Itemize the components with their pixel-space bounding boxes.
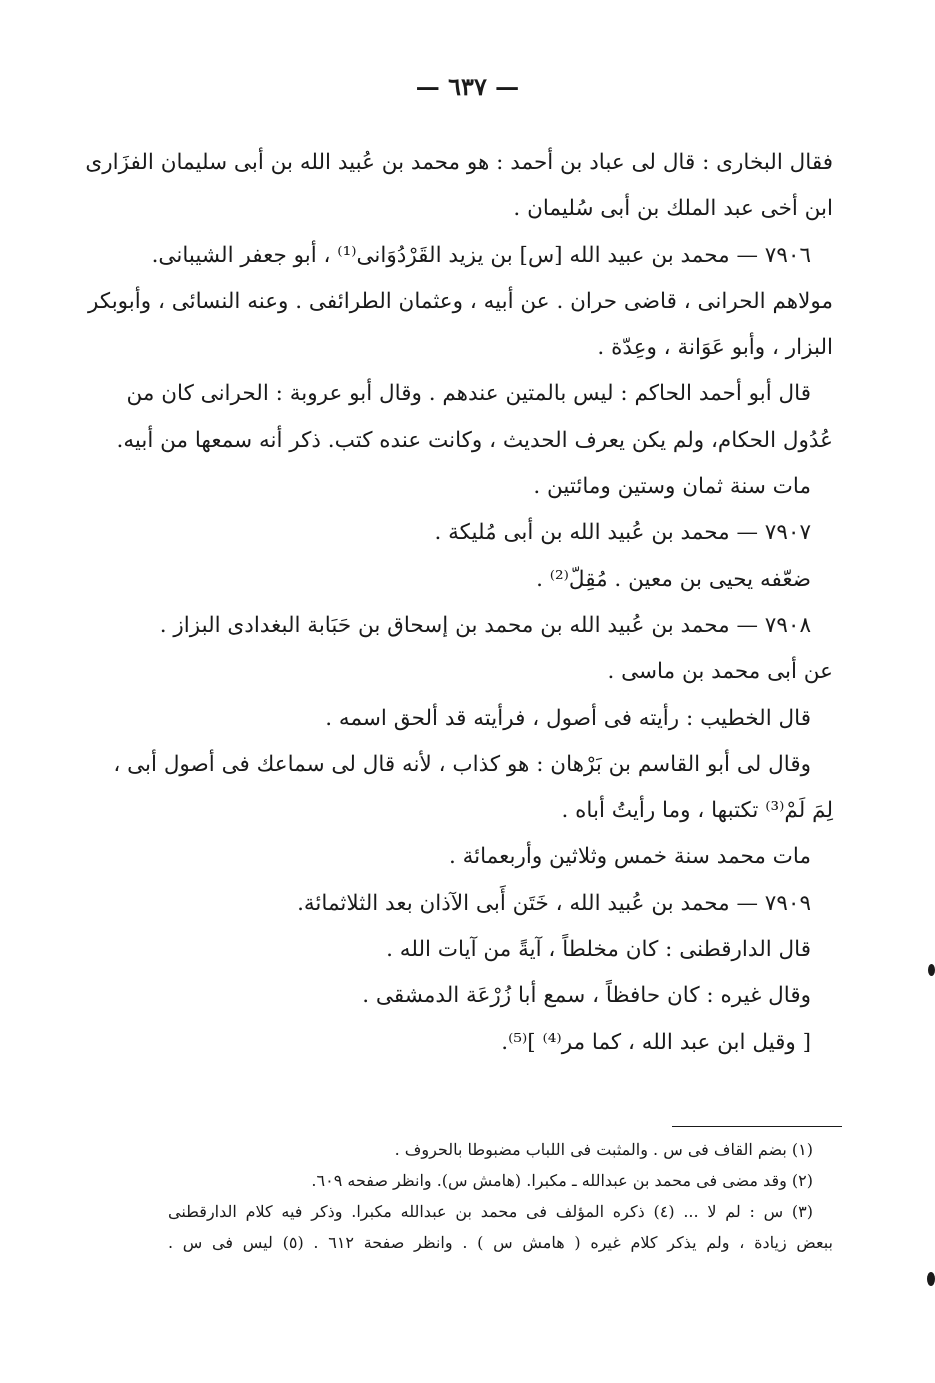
text-line: ٧٩٠٩ — محمد بن عُبيد الله ، خَتَن أَبى الآذان بعد الثلاثمائة. xyxy=(297,890,811,916)
text-line: فقال البخارى : قال لى عباد بن أحمد : هو محمد بن عُبيد الله بن أبى سليمان الفزَارى xyxy=(85,150,833,175)
footnotes xyxy=(168,1134,833,1258)
scan-speck xyxy=(928,964,935,976)
text-line: البزار ، وأبو عَوَانة ، وعِدّة . xyxy=(597,335,833,361)
text-line: ٧٩٠٧ — محمد بن عُبيد الله بن أبى مُليكة . xyxy=(434,520,811,546)
text-line: عُدُول الحكام، ولم يكن يعرف الحديث ، وكانت عنده كتب. ذكر أنه سمعها من أبيه. xyxy=(116,427,833,453)
page-number: — ٦٣٧ — xyxy=(415,72,520,101)
footnote-separator xyxy=(672,1126,842,1127)
footnote-line: (١) بضم القاف فى س . والمثبت فى اللباب مضبوطا بالحروف . xyxy=(394,1140,813,1159)
footnote-line: (٢) وقد مضى فى محمد بن عبدالله ـ مكبرا. (هامش س). وانظر صفحه ٦٠٩. xyxy=(311,1171,813,1190)
text-line: لِمَ لَمْ⁽³⁾ تكتبها ، وما رأيتُ أباه . xyxy=(561,798,833,824)
text-line: قال الخطيب : رأيته فى أصول ، فرأيته قد ألحق اسمه . xyxy=(325,705,811,731)
text-line: مات سنة ثمان وستين ومائتين . xyxy=(533,474,811,500)
footnote-line: (٣) س : لم لا ... (٤) ذكره المؤلف فى محمد بن عبدالله مكبرا. وذكر فيه كلام الدارقطنى xyxy=(168,1202,814,1221)
scan-speck xyxy=(927,1272,935,1286)
text-line: مولاهم الحرانى ، قاضى حران . عن أبيه ، وعثمان الطرائفى . وعنه النسائى ، وأبوبكر xyxy=(87,288,833,314)
main-text xyxy=(85,140,833,1066)
text-line: وقال غيره : كان حافظاً ، سمع أبا زُرْعَة الدمشقى . xyxy=(362,983,811,1009)
text-line: قال أبو أحمد الحاكم : ليس بالمتين عندهم . وقال أبو عروبة : الحرانى كان من xyxy=(126,381,811,407)
text-line: قال الدارقطنى : كان مخلطاً ، آيةً من آيات الله . xyxy=(386,937,811,963)
footnote-line: ببعض زيادة ، ولم يذكر كلام غيره ( هامش س ) . وانظر صفحة ٦١٢ . (٥) ليس فى س . xyxy=(168,1233,834,1252)
text-line: مات محمد سنة خمس وثلاثين وأربعمائة . xyxy=(448,844,811,870)
text-line: ٧٩٠٨ — محمد بن عُبيد الله بن محمد بن إسحاق بن حَبَابة البغدادى البزاز . xyxy=(159,612,811,638)
text-line: عن أبى محمد بن ماسى . xyxy=(607,659,833,685)
text-line: [ وقيل ابن عبد الله ، كما مر⁽⁴⁾ ]⁽⁵⁾. xyxy=(501,1029,811,1055)
text-line: ضعّفه يحيى بن معين . مُقِلّ⁽²⁾ . xyxy=(536,566,811,592)
text-line: وقال لى أبو القاسم بن بَرْهان : هو كذاب ، لأنه قال لى سماعك فى أصول أبى ، xyxy=(113,751,811,777)
text-line: ابن أخى عبد الملك بن أبى سُليمان . xyxy=(513,196,833,222)
text-line: ٧٩٠٦ — محمد بن عبيد الله [س] بن يزيد القَرْدُوَانى⁽¹⁾ ، أبو جعفر الشيبانى. xyxy=(151,242,811,268)
